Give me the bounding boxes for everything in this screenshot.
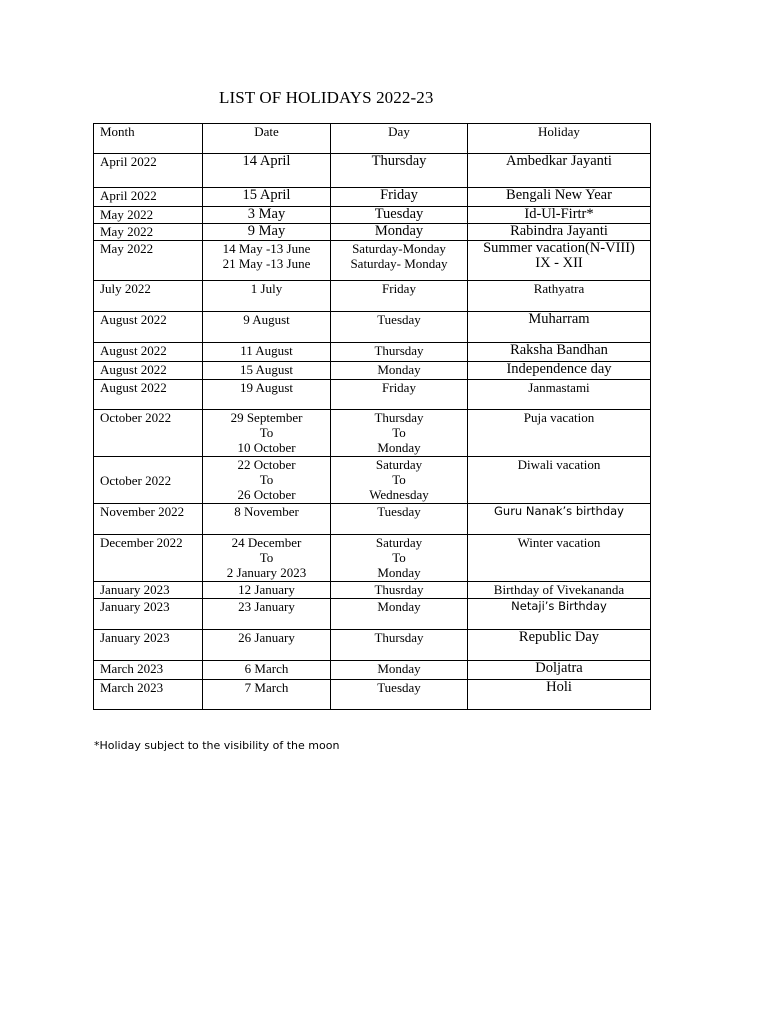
day-cell: Monday: [331, 224, 468, 241]
date-cell: 7 March: [203, 680, 331, 710]
date-cell: 15 April: [203, 188, 331, 207]
table-row: [94, 362, 651, 380]
month-cell: October 2022: [94, 457, 203, 504]
column-header: Month: [94, 124, 203, 154]
date-cell: 3 May: [203, 207, 331, 224]
holiday-cell: Muharram: [468, 312, 651, 343]
month-cell: August 2022: [94, 312, 203, 343]
table-row: [94, 380, 651, 410]
day-cell: Tuesday: [331, 312, 468, 343]
month-cell: November 2022: [94, 504, 203, 535]
date-cell: 29 September To 10 October: [203, 410, 331, 457]
day-cell: Saturday-Monday Saturday- Monday: [331, 241, 468, 281]
date-cell: 11 August: [203, 343, 331, 362]
month-cell: December 2022: [94, 535, 203, 582]
day-cell: Friday: [331, 188, 468, 207]
holiday-cell: Ambedkar Jayanti: [468, 154, 651, 188]
month-cell: January 2023: [94, 582, 203, 599]
table-row: [94, 582, 651, 599]
table-row: [94, 504, 651, 535]
month-cell: July 2022: [94, 281, 203, 312]
day-cell: Thusrday: [331, 582, 468, 599]
table-row: [94, 343, 651, 362]
table-row: [94, 457, 651, 504]
date-cell: 19 August: [203, 380, 331, 410]
date-cell: 8 November: [203, 504, 331, 535]
table-row: [94, 154, 651, 188]
holiday-cell: Janmastami: [468, 380, 651, 410]
holiday-cell: Rathyatra: [468, 281, 651, 312]
footnote: *Holiday subject to the visibility of the moon: [94, 739, 340, 752]
holiday-cell: Guru Nanak’s birthday: [468, 504, 651, 535]
table-row: [94, 661, 651, 680]
day-cell: Tuesday: [331, 680, 468, 710]
month-cell: October 2022: [94, 410, 203, 457]
table-row: [94, 207, 651, 224]
month-cell: May 2022: [94, 207, 203, 224]
day-cell: Tuesday: [331, 207, 468, 224]
day-cell: Thursday To Monday: [331, 410, 468, 457]
month-cell: January 2023: [94, 599, 203, 630]
month-cell: August 2022: [94, 380, 203, 410]
table-row: [94, 680, 651, 710]
holiday-table: [93, 123, 651, 710]
date-cell: 14 May -13 June 21 May -13 June: [203, 241, 331, 281]
day-cell: Monday: [331, 661, 468, 680]
month-cell: March 2023: [94, 661, 203, 680]
holiday-cell: Puja vacation: [468, 410, 651, 457]
holiday-cell: Republic Day: [468, 630, 651, 661]
day-cell: Thursday: [331, 154, 468, 188]
holiday-cell: Winter vacation: [468, 535, 651, 582]
column-header: Holiday: [468, 124, 651, 154]
table-row: [94, 410, 651, 457]
day-cell: Tuesday: [331, 504, 468, 535]
day-cell: Thursday: [331, 343, 468, 362]
day-cell: Monday: [331, 362, 468, 380]
month-cell: August 2022: [94, 362, 203, 380]
holiday-cell: Rabindra Jayanti: [468, 224, 651, 241]
holiday-cell: Diwali vacation: [468, 457, 651, 504]
month-cell: April 2022: [94, 188, 203, 207]
month-cell: May 2022: [94, 224, 203, 241]
month-cell: March 2023: [94, 680, 203, 710]
month-cell: May 2022: [94, 241, 203, 281]
date-cell: 9 August: [203, 312, 331, 343]
date-cell: 6 March: [203, 661, 331, 680]
day-cell: Monday: [331, 599, 468, 630]
holiday-cell: Bengali New Year: [468, 188, 651, 207]
table-row: [94, 241, 651, 281]
day-cell: Saturday To Monday: [331, 535, 468, 582]
holiday-table-body: [94, 124, 651, 710]
date-cell: 1 July: [203, 281, 331, 312]
page-title: LIST OF HOLIDAYS 2022-23: [219, 88, 434, 107]
holiday-cell: Summer vacation(N-VIII) IX - XII: [468, 241, 651, 281]
date-cell: 26 January: [203, 630, 331, 661]
table-row: [94, 224, 651, 241]
date-cell: 24 December To 2 January 2023: [203, 535, 331, 582]
day-cell: Saturday To Wednesday: [331, 457, 468, 504]
table-header-row: [94, 124, 651, 154]
holiday-cell: Holi: [468, 680, 651, 710]
month-cell: April 2022: [94, 154, 203, 188]
table-row: [94, 281, 651, 312]
holiday-cell: Doljatra: [468, 661, 651, 680]
date-cell: 23 January: [203, 599, 331, 630]
month-cell: January 2023: [94, 630, 203, 661]
table-row: [94, 599, 651, 630]
table-row: [94, 188, 651, 207]
holiday-cell: Birthday of Vivekananda: [468, 582, 651, 599]
table-row: [94, 312, 651, 343]
date-cell: 14 April: [203, 154, 331, 188]
date-cell: 9 May: [203, 224, 331, 241]
holiday-cell: Raksha Bandhan: [468, 343, 651, 362]
holiday-cell: Netaji’s Birthday: [468, 599, 651, 630]
date-cell: 22 October To 26 October: [203, 457, 331, 504]
holiday-cell: Id-Ul-Firtr*: [468, 207, 651, 224]
column-header: Day: [331, 124, 468, 154]
table-row: [94, 535, 651, 582]
day-cell: Friday: [331, 281, 468, 312]
month-cell: August 2022: [94, 343, 203, 362]
column-header: Date: [203, 124, 331, 154]
holiday-cell: Independence day: [468, 362, 651, 380]
table-row: [94, 630, 651, 661]
day-cell: Friday: [331, 380, 468, 410]
day-cell: Thursday: [331, 630, 468, 661]
date-cell: 12 January: [203, 582, 331, 599]
date-cell: 15 August: [203, 362, 331, 380]
